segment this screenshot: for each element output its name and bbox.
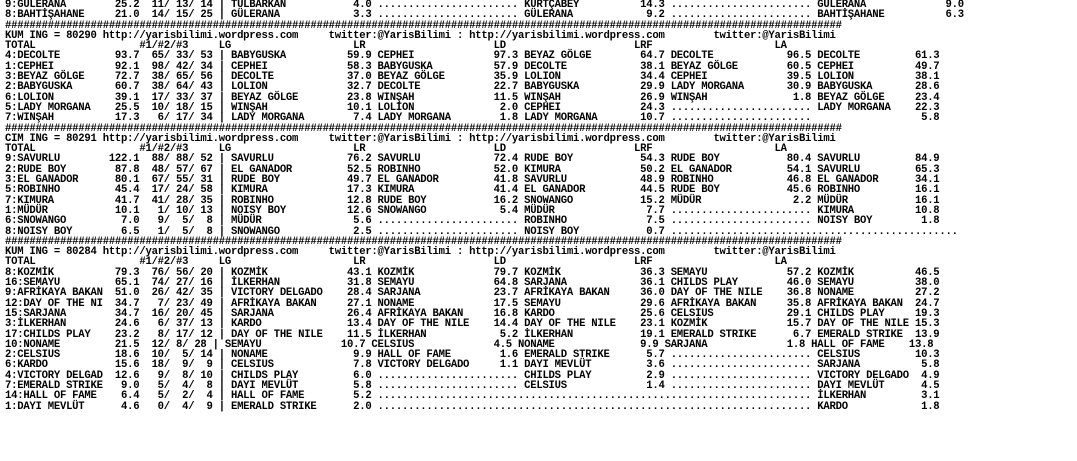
table-row: 3:İLKERHAN 24.6 6/ 37/ 13 | KARDO 13.4 DAY OF THE NILE 14.4 DAY OF THE NILE 23.1 KOZMİK 15.7 DAY OF THE NILE 15.3 bbox=[5, 318, 940, 331]
separator-line: ######################################################################################################################################### bbox=[5, 122, 842, 135]
table-row: 12:DAY OF THE NI 34.7 7/ 23/ 49 | AFRİKAYA BAKAN 27.1 NONAME 17.5 SEMAYU 29.6 AFRİKAYA BAKAN 35.8 AFRİKAYA BAKAN 24.7 bbox=[5, 297, 940, 310]
table-row: 14:HALL OF FAME 6.4 5/ 2/ 4 | HALL OF FAME 5.2 ....................................................................... İLKERHAN 3.1 bbox=[5, 390, 940, 403]
table-row: 1:MÜDÜR 10.1 1/ 10/ 13 | NOISY BOY 12.6 SNOWANGO 5.4 MÜDÜR 7.7 ....................... KIMURA 10.8 bbox=[5, 204, 940, 217]
table-row: 2:CELSIUS 18.6 10/ 5/ 14 | NONAME 9.9 HALL OF FAME 1.6 EMERALD STRIKE 5.7 ....................... CELSIUS 10.3 bbox=[5, 349, 940, 362]
table-row: 1:DAYI MEVLÜT 4.6 0/ 4/ 9 | EMERALD STRIKE 2.0 ....................................................................... KARDO 1.8 bbox=[5, 400, 940, 413]
table-row: 16:SEMAYU 65.1 74/ 27/ 16 | İLKERHAN 31.8 SEMAYU 64.8 SARJANA 36.1 CHILDS PLAY 46.0 SEMAYU 38.0 bbox=[5, 277, 940, 290]
race-header: KUM ING = 80284 http://yarisbilimi.wordpress.com twitter:@YarisBilimi : http://yarisbilimi.wordpress.com twitter:@YarisBilimi bbox=[5, 246, 836, 259]
column-header: TOTAL #1/#2/#3 LG LR LD LRF LA bbox=[5, 143, 787, 156]
race-header: CIM ING = 80291 http://yarisbilimi.wordpress.com twitter:@YarisBilimi : http://yarisbilimi.wordpress.com twitter:@YarisBilimi bbox=[5, 132, 836, 145]
table-row: 7:EMERALD STRIKE 9.0 5/ 4/ 8 | DAYI MEVLÜT 5.8 ....................... CELSIUS 1.4 ....................... DAYI MEVLÜT 4.5 bbox=[5, 379, 940, 392]
column-header: TOTAL #1/#2/#3 LG LR LD LRF LA bbox=[5, 256, 787, 269]
table-row: 5:LADY MORGANA 25.5 10/ 18/ 15 | WINŞAH 10.1 LOLION 2.0 CEPHEI 24.3 ....................... LADY MORGANA 22.3 bbox=[5, 101, 940, 114]
text-line: 8:BAHTİŞAHANE 21.0 14/ 15/ 25 | GÜLERANA 3.3 ....................... GÜLERANA 9.2 ....................... BAHTİŞAHANE 6.3 bbox=[5, 9, 964, 22]
table-row: 10:NONAME 21.5 12/ 8/ 28 | SEMAYU 10.7 CELSIUS 4.5 NONAME 9.9 SARJANA 1.8 HALL OF FAME 13.8 bbox=[5, 338, 934, 351]
separator-line: ######################################################################################################################################### bbox=[5, 19, 842, 32]
separator-line: ######################################################################################################################################### bbox=[5, 235, 842, 248]
table-row: 9:SAVURLU 122.1 88/ 88/ 52 | SAVURLU 76.2 SAVURLU 72.4 RUDE BOY 54.3 RUDE BOY 80.4 SAVURLU 84.9 bbox=[5, 153, 940, 166]
race-header: KUM ING = 80290 http://yarisbilimi.wordpress.com twitter:@YarisBilimi : http://yarisbilimi.wordpress.com twitter:@YarisBilimi bbox=[5, 29, 836, 42]
text-line: 9:GÜLERANA 25.2 11/ 13/ 14 | TULBARKAN 4.0 ....................... KURTÇABEY 14.3 ....................... GÜLERANA 9.0 bbox=[5, 0, 964, 11]
table-row: 15:SARJANA 34.7 16/ 20/ 45 | SARJANA 26.4 AFRİKAYA BAKAN 16.8 KARDO 25.6 CELSIUS 29.1 CHILDS PLAY 19.3 bbox=[5, 307, 940, 320]
table-row: 2:RUDE BOY 87.8 48/ 57/ 67 | EL GANADOR 52.5 ROBINHO 52.0 KIMURA 50.2 EL GANADOR 54.1 SAVURLU 65.3 bbox=[5, 163, 940, 176]
table-row: 3:EL GANADOR 80.1 67/ 55/ 31 | RUDE BOY 49.7 EL GANADOR 41.8 SAVURLU 48.9 ROBINHO 46.8 EL GANADOR 34.1 bbox=[5, 174, 940, 187]
table-row: 9:AFRİKAYA BAKAN 51.0 26/ 42/ 35 | VICTORY DELGADO 28.4 SARJANA 23.7 AFRİKAYA BAKAN 36.0 DAY OF THE NILE 36.8 NONAME 27.2 bbox=[5, 287, 940, 300]
table-row: 17:CHILDS PLAY 23.2 8/ 17/ 12 | DAY OF THE NILE 11.5 İLKERHAN 5.2 İLKERHAN 19.1 EMERALD STRIKE 6.7 EMERALD STRIKE 13.9 bbox=[5, 328, 940, 341]
table-row: 5:ROBINHO 45.4 17/ 24/ 58 | KIMURA 17.3 KIMURA 41.4 EL GANADOR 44.5 RUDE BOY 45.6 ROBINHO 16.1 bbox=[5, 184, 940, 197]
table-row: 6:SNOWANGO 7.0 9/ 5/ 8 | MÜDÜR 5.6 ....................... ROBINHO 7.5 ....................... NOISY BOY 1.8 bbox=[5, 215, 940, 228]
table-row: 7:WINŞAH 17.3 6/ 17/ 34 | LADY MORGANA 7.4 LADY MORGANA 1.8 LADY MORGANA 10.7 ....................... 5.8 bbox=[5, 112, 940, 125]
table-row: 8:NOISY BOY 6.5 1/ 5/ 8 | SNOWANGO 2.5 ....................... NOISY BOY 0.7 ............................................... bbox=[5, 225, 958, 238]
column-header: TOTAL #1/#2/#3 LG LR LD LRF LA bbox=[5, 40, 787, 53]
table-row: 2:BABYGUSKA 60.7 38/ 64/ 43 | LOLION 32.7 DECOLTE 22.7 BABYGUSKA 29.9 LADY MORGANA 30.9 BABYGUSKA 28.6 bbox=[5, 81, 940, 94]
table-row: 7:KIMURA 41.7 41/ 28/ 35 | ROBINHO 12.8 RUDE BOY 16.2 SNOWANGO 15.2 MÜDÜR 2.2 MÜDÜR 16.1 bbox=[5, 194, 940, 207]
table-row: 4:DECOLTE 93.7 65/ 33/ 53 | BABYGUSKA 59.9 CEPHEI 97.3 BEYAZ GÖLGE 64.7 DECOLTE 96.5 DECOLTE 61.3 bbox=[5, 50, 940, 63]
table-row: 8:KOZMİK 79.3 76/ 56/ 20 | KOZMİK 43.1 KOZMİK 79.7 KOZMİK 36.3 SEMAYU 57.2 KOZMİK 46.5 bbox=[5, 266, 940, 279]
table-row: 4:VICTORY DELGAD 12.6 9/ 8/ 10 | CHILDS PLAY 6.0 ....................... CHILDS PLAY 2.9 ....................... VICTORY DELGADO 4.9 bbox=[5, 369, 940, 382]
table-row: 6:KARDO 15.6 18/ 9/ 9 | CELSIUS 7.8 VICTORY DELGADO 1.1 DAYI MEVLÜT 3.6 ....................... SARJANA 5.8 bbox=[5, 359, 940, 372]
table-row: 6:LOLION 39.1 17/ 33/ 37 | BEYAZ GÖLGE 23.8 WINŞAH 11.5 WINŞAH 26.9 WINŞAH 1.8 BEYAZ GÖLGE 23.4 bbox=[5, 91, 940, 104]
table-row: 3:BEYAZ GÖLGE 72.7 38/ 65/ 56 | DECOLTE 37.0 BEYAZ GÖLGE 35.9 LOLION 34.4 CEPHEI 39.5 LOLION 38.1 bbox=[5, 71, 940, 84]
table-row: 1:CEPHEI 92.1 98/ 42/ 34 | CEPHEI 58.3 BABYGUSKA 57.9 DECOLTE 38.1 BEYAZ GÖLGE 60.5 CEPHEI 49.7 bbox=[5, 60, 940, 73]
